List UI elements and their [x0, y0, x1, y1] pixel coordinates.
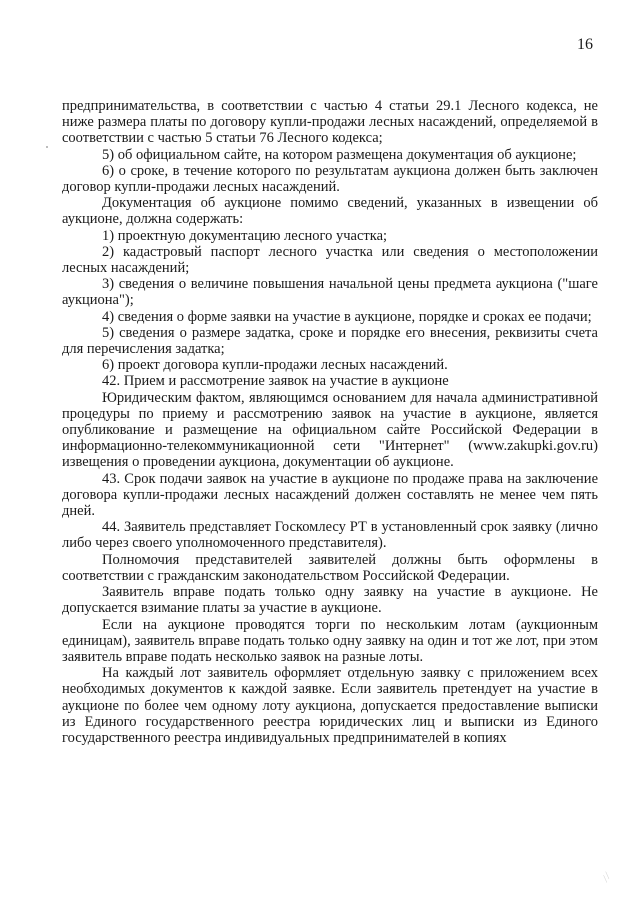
- scan-artifact: ⁄ ⁄: [600, 872, 614, 883]
- document-body: [62, 98, 598, 746]
- paragraph: Если на аукционе проводятся торги по нескольким лотам (аукционным единицам), заявитель вправе подать только одну заявку на один и тот же лот, при этом заявитель вправе подать несколько заявок на разные лоты.: [62, 616, 598, 665]
- paragraph: 44. Заявитель представляет Госкомлесу РТ в установленный срок заявку (лично либо через своего уполномоченного представителя).: [62, 519, 598, 552]
- paragraph: 5) сведения о размере задатка, сроке и порядке его внесения, реквизиты счета для перечисления задатка;: [62, 324, 598, 358]
- paragraph: 6) о сроке, в течение которого по результатам аукциона должен быть заключен договор купли-продажи лесных насаждений.: [62, 162, 598, 196]
- paragraph: 5) об официальном сайте, на котором размещена документация об аукционе;: [102, 146, 577, 163]
- paragraph: Документация об аукционе помимо сведений, указанных в извещении об аукционе, должна содержать:: [62, 195, 598, 228]
- paragraph: 3) сведения о величине повышения начальной цены предмета аукциона ("шаге аукциона");: [62, 276, 598, 309]
- paragraph: 6) проект договора купли-продажи лесных насаждений.: [102, 357, 448, 374]
- paragraph: Заявитель вправе подать только одну заявку на участие в аукционе. Не допускается взимание платы за участие в аукционе.: [62, 584, 598, 617]
- scan-speck: [46, 146, 48, 148]
- paragraph: 2) кадастровый паспорт лесного участка или сведения о местоположении лесных насаждений;: [62, 243, 598, 277]
- paragraph: 1) проектную документацию лесного участка;: [102, 227, 388, 244]
- page-number: 16: [577, 36, 593, 53]
- paragraph: Полномочия представителей заявителей должны быть оформлены в соответствии с гражданским законодательством Российской Федерации.: [62, 551, 598, 584]
- paragraph: На каждый лот заявитель оформляет отдельную заявку с приложением всех необходимых документов к каждой заявке. Если заявитель претендует на участие в аукционе по более чем одному лоту аукциона, допускается предоставление выписки из Единого государственного реестра юридических лиц и выписки из Единого государственного реестра индивидуальных предпринимателей в копиях: [62, 665, 598, 746]
- paragraph: предпринимательства, в соответствии с частью 4 статьи 29.1 Лесного кодекса, не ниже размера платы по договору купли-продажи лесных насаждений, определяемой в соответствии с частью 5 статьи 76 Лесного кодекса;: [62, 98, 598, 147]
- section-heading: 42. Прием и рассмотрение заявок на участие в аукционе: [102, 373, 449, 390]
- paragraph: 4) сведения о форме заявки на участие в аукционе, порядке и сроках ее подачи;: [102, 308, 592, 325]
- paragraph: Юридическим фактом, являющимся основанием для начала административной процедуры по приему и рассмотрению заявок на участие в аукционе, является опубликование и размещение на официальном сайте Российской Федерации в информационно-телекоммуникационной сети "Интернет" (www.zakupki.gov.ru) извещения о проведении аукциона, документации об аукционе.: [62, 389, 598, 471]
- paragraph: 43. Срок подачи заявок на участие в аукционе по продаже права на заключение договора купли-продажи лесных насаждений должен составлять не менее чем пять дней.: [62, 470, 598, 520]
